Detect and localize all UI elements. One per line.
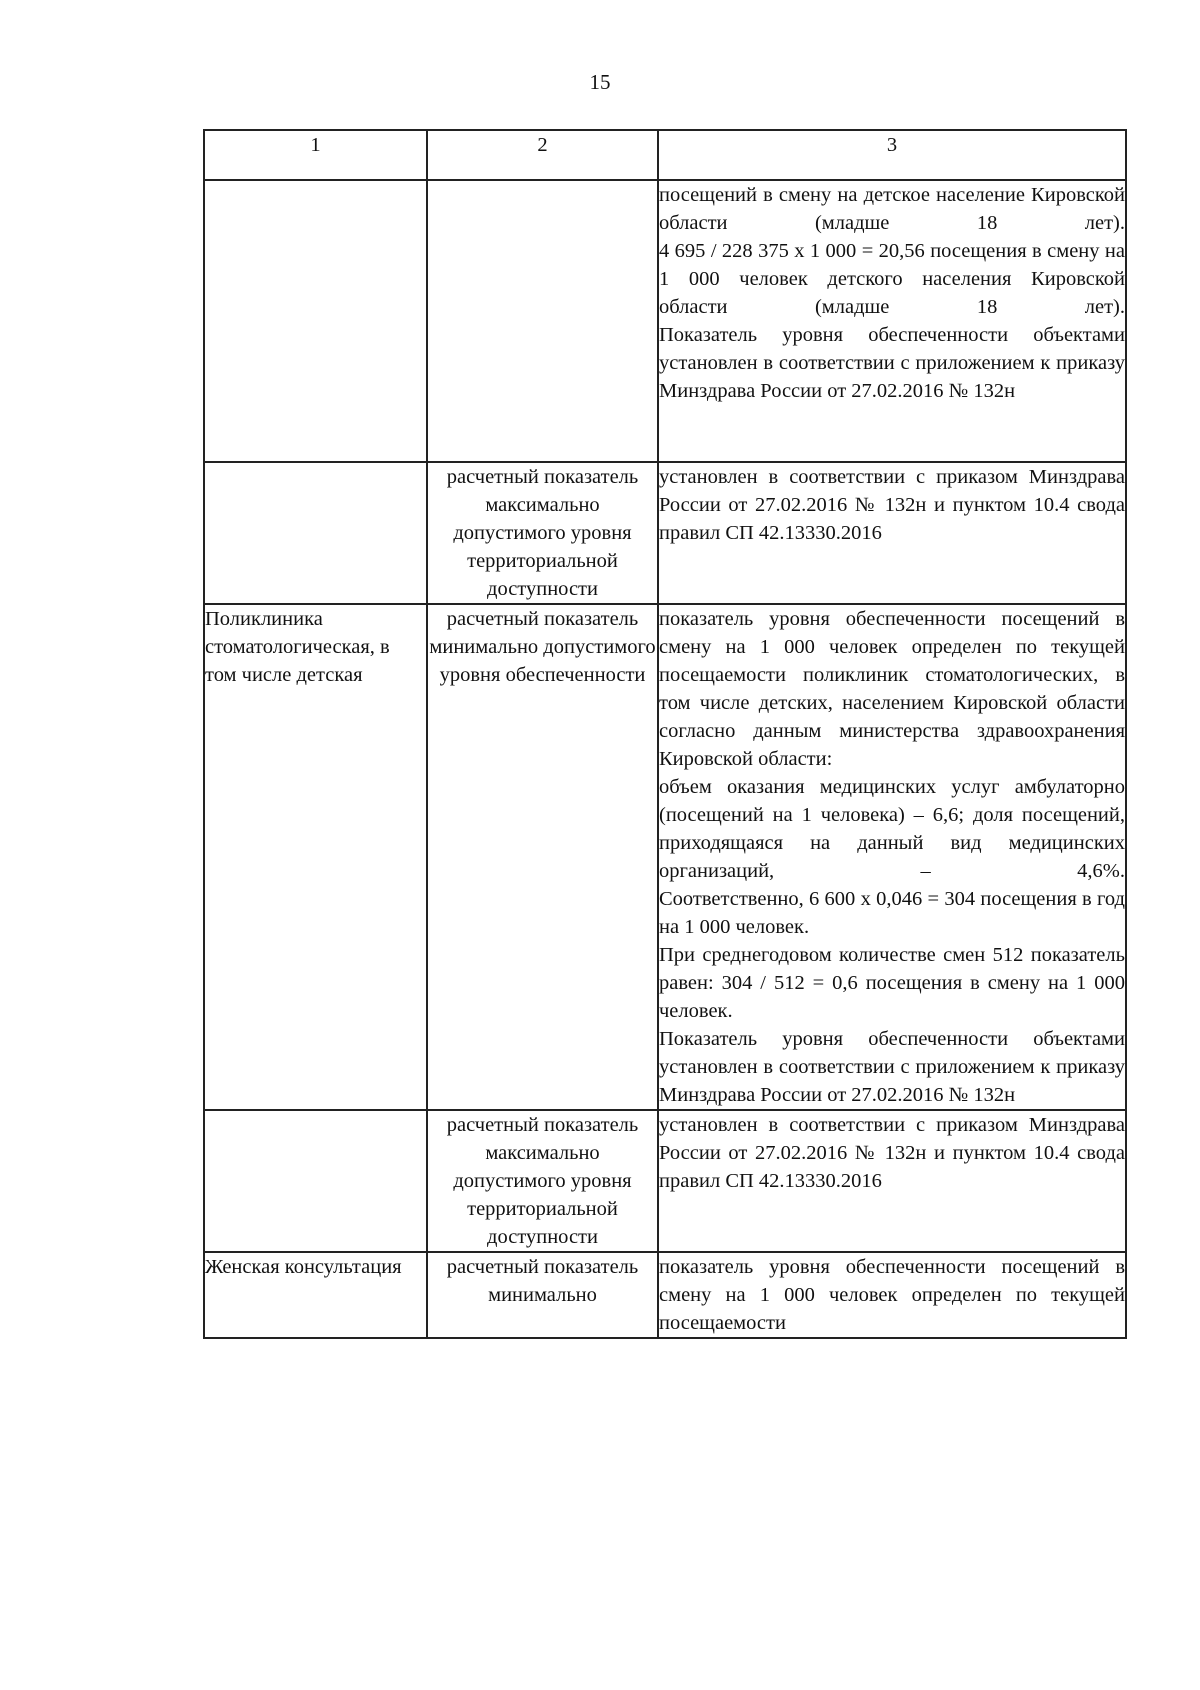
description-paragraph: показатель уровня обеспеченности посещений в смену на 1 000 человек определен по текущей посещаемости поликлиник стоматологических, в том числе детских, населением Кировской области согласно данным министерства здравоохранения Кировской области: — [659, 608, 1125, 770]
description-paragraph: установлен в соответствии с приказом Минздрава России от 27.02.2016 № 132н и пунктом 10.4 свода правил СП 42.13330.2016 — [659, 1114, 1125, 1192]
description-paragraph: Соответственно, 6 600 x 0,046 = 304 посещения в год на 1 000 человек. — [659, 888, 1125, 938]
indicator-cell: расчетный показатель минимально — [427, 1252, 658, 1338]
description-paragraph: Показатель уровня обеспеченности объектами установлен в соответствии с приложением к приказу Минздрава России от 27.02.2016 № 132н — [659, 324, 1125, 402]
standards-table — [203, 129, 1127, 1339]
object-cell — [204, 1110, 427, 1252]
indicator-cell: расчетный показатель максимально допустимого уровня территориальной доступности — [427, 1110, 658, 1252]
description-cell — [658, 462, 1126, 604]
indicator-cell: расчетный показатель минимально допустимого уровня обеспеченности — [427, 604, 658, 1110]
description-paragraph: установлен в соответствии с приказом Минздрава России от 27.02.2016 № 132н и пунктом 10.4 свода правил СП 42.13330.2016 — [659, 466, 1125, 544]
header-col-1: 1 — [204, 130, 427, 180]
description-cell — [658, 1110, 1126, 1252]
table-row — [204, 1110, 1126, 1252]
description-paragraph: объем оказания медицинских услуг амбулаторно (посещений на 1 человека) – 6,6; доля посещений, приходящаяся на данный вид медицинских организаций, – 4,6%. — [659, 776, 1125, 882]
object-cell — [204, 180, 427, 462]
description-cell — [658, 180, 1126, 462]
header-row — [204, 130, 1126, 180]
description-paragraph: Показатель уровня обеспеченности объектами установлен в соответствии с приложением к приказу Минздрава России от 27.02.2016 № 132н — [659, 1028, 1125, 1106]
indicator-cell: расчетный показатель максимально допустимого уровня территориальной доступности — [427, 462, 658, 604]
description-paragraph: 4 695 / 228 375 x 1 000 = 20,56 посещения в смену на 1 000 человек детского населения Кировской области (младше 18 лет). — [659, 240, 1125, 318]
table-row — [204, 1252, 1126, 1338]
object-cell: Женская консультация — [204, 1252, 427, 1338]
header-col-3: 3 — [658, 130, 1126, 180]
description-paragraph: При среднегодовом количестве смен 512 показатель равен: 304 / 512 = 0,6 посещения в смену на 1 000 человек. — [659, 944, 1125, 1022]
indicator-cell — [427, 180, 658, 462]
object-cell: Поликлиника стоматологическая, в том числе детская — [204, 604, 427, 1110]
table-row — [204, 462, 1126, 604]
description-cell — [658, 604, 1126, 1110]
description-paragraph: посещений в смену на детское население Кировской области (младше 18 лет). — [659, 184, 1125, 234]
description-paragraph: показатель уровня обеспеченности посещений в смену на 1 000 человек определен по текущей посещаемости — [659, 1256, 1125, 1334]
description-cell — [658, 1252, 1126, 1338]
page-number: 15 — [589, 70, 611, 94]
table-row — [204, 180, 1126, 462]
table-row — [204, 604, 1126, 1110]
header-col-2: 2 — [427, 130, 658, 180]
object-cell — [204, 462, 427, 604]
